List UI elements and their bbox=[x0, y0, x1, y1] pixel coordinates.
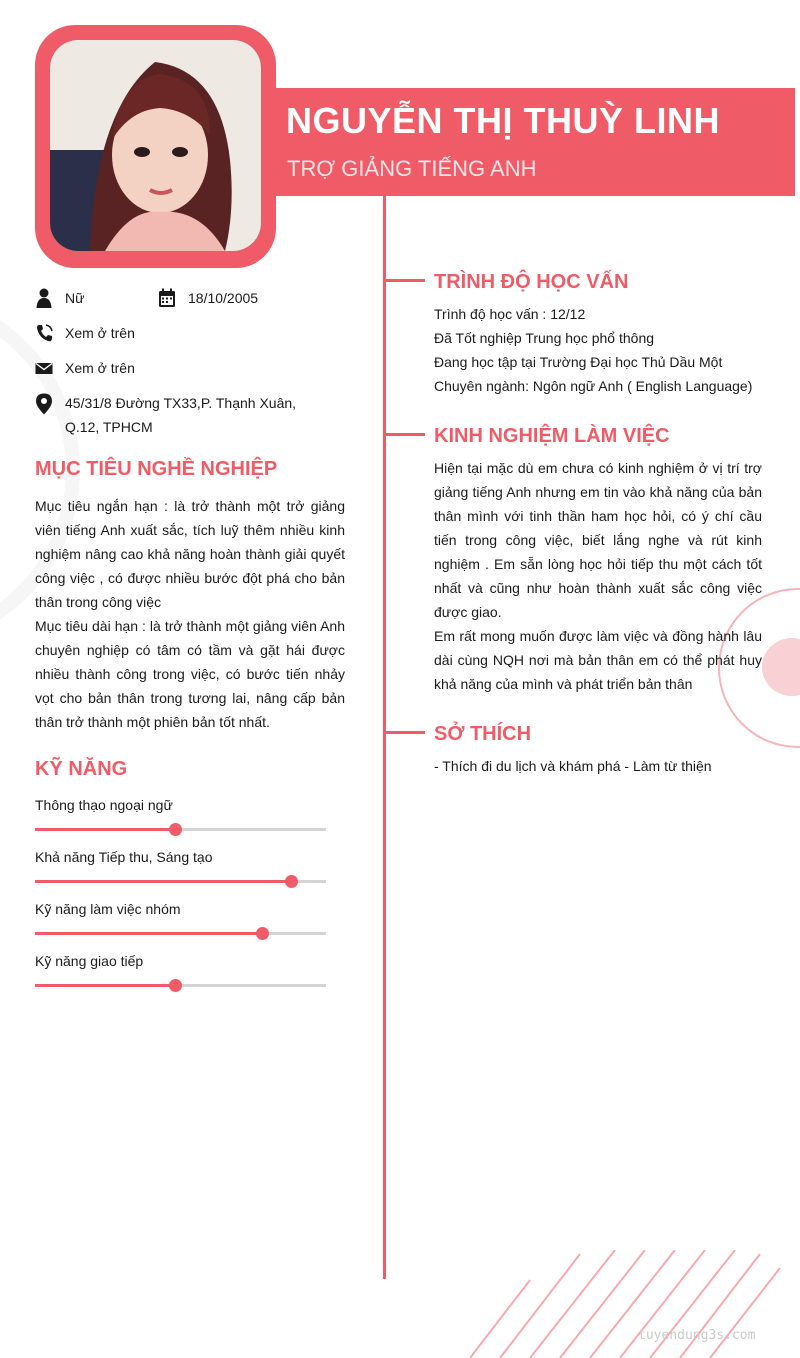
candidate-name: NGUYỄN THỊ THUỲ LINH bbox=[286, 100, 721, 141]
email-row bbox=[35, 356, 135, 380]
person-icon bbox=[35, 288, 53, 308]
education-line: Trình độ học vấn : 12/12 bbox=[434, 306, 586, 322]
skill-label: Kỹ năng làm việc nhóm bbox=[35, 901, 181, 917]
education-title: TRÌNH ĐỘ HỌC VẤN bbox=[434, 271, 629, 293]
education-line: Đang học tập tại Trường Đại học Thủ Dầu Một bbox=[434, 354, 723, 370]
skill-label: Kỹ năng giao tiếp bbox=[35, 953, 144, 969]
address-line-1: 45/31/8 Đường TX33,P. Thạnh Xuân, bbox=[65, 395, 297, 411]
skill-label: Thông thạo ngoại ngữ bbox=[35, 797, 173, 813]
location-pin-icon bbox=[35, 393, 53, 415]
skill-bar-fill bbox=[35, 828, 175, 831]
experience-title: KINH NGHIỆM LÀM VIỆC bbox=[434, 425, 670, 447]
envelope-icon bbox=[35, 358, 53, 378]
profile-photo bbox=[50, 40, 261, 251]
skill-bar-knob bbox=[169, 823, 182, 836]
objective-short-term: Mục tiêu ngắn hạn : là trở thành một trở giảng viên tiếng Anh xuất sắc, tích luỹ thêm nhiều kinh nghiệm nâng cao khả năng hoàn thành giải quyết công việc , có được nhiều bước đột phá cho bản thân trong công việc bbox=[35, 498, 345, 610]
hobbies-text: - Thích đi du lịch và khám phá - Làm từ thiện bbox=[434, 758, 712, 774]
experience-paragraph-1: Hiện tại mặc dù em chưa có kinh nghiệm ở vị trí trợ giảng tiếng Anh nhưng em tin vào khả năng của bản thân mình với tinh thần ham học hỏi, có ý chí cầu tiến trong công việc, biết lắng nghe và rút kinh nghiệm . Em sẵn lòng học hỏi tiếp thu một cách tốt nhất và cũng như hoàn thành xuất sắc công việc được giao. bbox=[434, 460, 762, 620]
skill-label: Khả năng Tiếp thu, Sáng tạo bbox=[35, 849, 213, 865]
phone-icon bbox=[35, 323, 53, 343]
phone-text: Xem ở trên bbox=[65, 325, 135, 341]
address-line-2: Q.12, TPHCM bbox=[65, 419, 153, 435]
watermark: tuyendung3s.com bbox=[638, 1328, 756, 1343]
skill-bar-knob bbox=[256, 927, 269, 940]
timeline-tick bbox=[385, 433, 425, 436]
objective-title: MỤC TIÊU NGHỀ NGHIỆP bbox=[35, 458, 278, 480]
birthdate-row bbox=[158, 286, 258, 310]
photo-frame bbox=[35, 25, 276, 268]
skill-bar-knob bbox=[285, 875, 298, 888]
skill-bar bbox=[35, 984, 326, 987]
education-line: Đã Tốt nghiệp Trung học phổ thông bbox=[434, 330, 655, 346]
gender-text: Nữ bbox=[65, 290, 85, 306]
timeline-line bbox=[383, 196, 386, 1279]
skill-bar bbox=[35, 828, 326, 831]
skill-bar bbox=[35, 880, 326, 883]
timeline-tick bbox=[385, 279, 425, 282]
job-title: TRỢ GIẢNG TIẾNG ANH bbox=[287, 156, 537, 181]
timeline-tick bbox=[385, 731, 425, 734]
education-line: Chuyên ngành: Ngôn ngữ Anh ( English Language) bbox=[434, 378, 753, 394]
skill-bar-fill bbox=[35, 932, 262, 935]
calendar-icon bbox=[158, 288, 176, 308]
skill-bar-fill bbox=[35, 984, 175, 987]
email-text: Xem ở trên bbox=[65, 360, 135, 376]
skill-bar bbox=[35, 932, 326, 935]
experience-paragraph-2: Em rất mong muốn được làm việc và đồng hành lâu dài cùng NQH nơi mà bản thân em có thể phát huy khả năng của mình và phát triển bản thân bbox=[434, 628, 762, 692]
hobbies-title: SỞ THÍCH bbox=[434, 723, 532, 745]
objective-long-term: Mục tiêu dài hạn : là trở thành một giảng viên Anh chuyên nghiệp có tâm có tầm và gặt hái được nhiều thành công trong việc, có bước tiến nhảy vọt cho bản thân trong tương lai, nâng cấp bản thân trở thành một phiên bản tốt nhất. bbox=[35, 618, 345, 730]
education-lines bbox=[434, 302, 774, 398]
skills-title: KỸ NĂNG bbox=[35, 758, 128, 780]
skill-bar-fill bbox=[35, 880, 291, 883]
birthdate-text: 18/10/2005 bbox=[188, 290, 259, 306]
skill-bar-knob bbox=[169, 979, 182, 992]
phone-row bbox=[35, 321, 135, 345]
address-row bbox=[35, 391, 296, 439]
gender-row bbox=[35, 286, 84, 310]
